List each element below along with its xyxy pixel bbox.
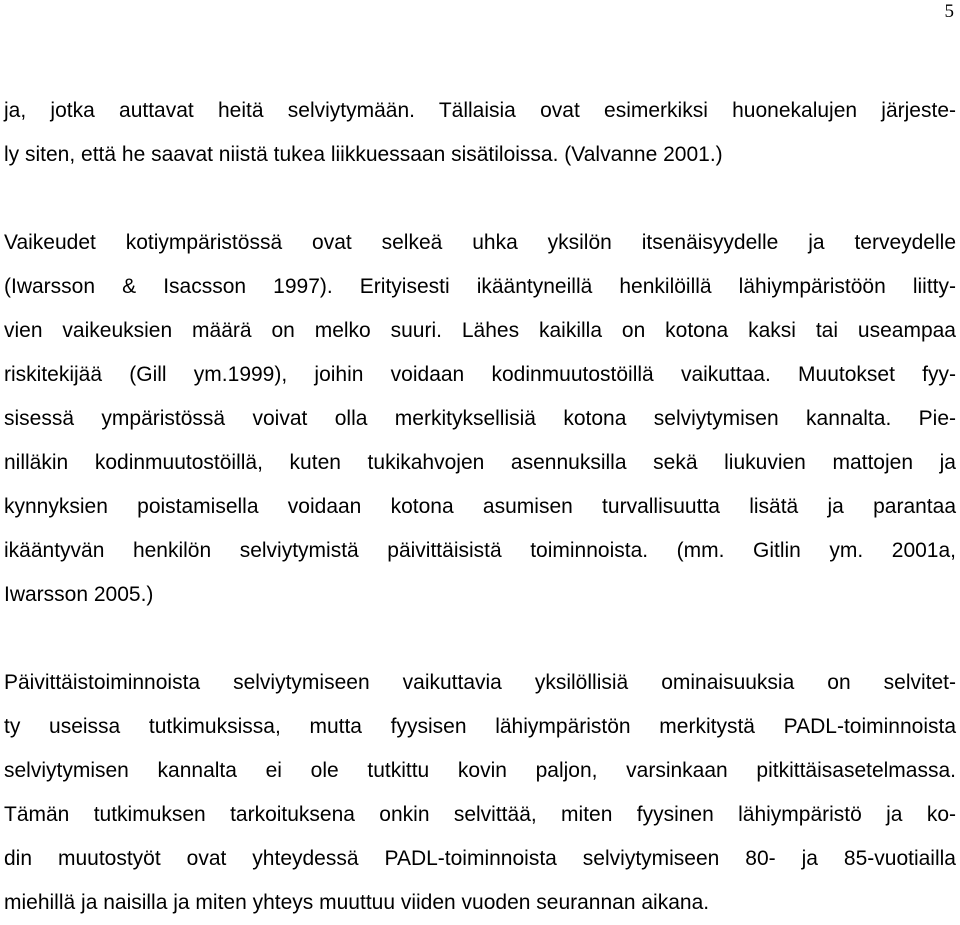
text-line: (Iwarsson & Isacsson 1997). Erityisesti ikääntyneillä henkilöillä lähiympäristöön liitty- (4, 275, 956, 298)
text-line: Päivittäistoiminnoista selviytymiseen vaikuttavia yksilöllisiä ominaisuuksia on selvitet- (4, 671, 956, 694)
text-line: riskitekijää (Gill ym.1999), joihin voidaan kodinmuutostöillä vaikuttaa. Muutokset fyy- (4, 363, 956, 386)
text-line: sisessä ympäristössä voivat olla merkityksellisiä kotona selviytymisen kannalta. Pie- (4, 407, 956, 430)
text-line: selviytymisen kannalta ei ole tutkittu kovin paljon, varsinkaan pitkittäisasetelmassa. (4, 759, 956, 782)
text-line: miehillä ja naisilla ja miten yhteys muuttuu viiden vuoden seurannan aikana. (4, 891, 710, 914)
text-line: Iwarsson 2005.) (4, 583, 154, 606)
text-line: ikääntyvän henkilön selviytymistä päivittäisistä toiminnoista. (mm. Gitlin ym. 2001a, (4, 539, 956, 562)
text-line: ja, jotka auttavat heitä selviytymään. Tällaisia ovat esimerkiksi huonekalujen järjeste- (4, 99, 956, 122)
text-line: ty useissa tutkimuksissa, mutta fyysisen lähiympäristön merkitystä PADL-toiminnoista (4, 715, 956, 738)
paragraph-1 (4, 89, 956, 177)
paragraph-gap (4, 617, 956, 661)
document-body (4, 89, 956, 925)
text-line: vien vaikeuksien määrä on melko suuri. Lähes kaikilla on kotona kaksi tai useampaa (4, 319, 956, 342)
paragraph-gap (4, 177, 956, 221)
text-line: kynnyksien poistamisella voidaan kotona asumisen turvallisuutta lisätä ja parantaa (4, 495, 956, 518)
text-line: nilläkin kodinmuutostöillä, kuten tukikahvojen asennuksilla sekä liukuvien mattojen ja (4, 451, 956, 474)
page-number: 5 (944, 1, 954, 22)
text-line: Tämän tutkimuksen tarkoituksena onkin selvittää, miten fyysinen lähiympäristö ja ko- (4, 803, 956, 826)
text-line: Vaikeudet kotiympäristössä ovat selkeä uhka yksilön itsenäisyydelle ja terveydelle (4, 231, 956, 254)
paragraph-2 (4, 221, 956, 617)
paragraph-3 (4, 661, 956, 925)
text-line: ly siten, että he saavat niistä tukea liikkuessaan sisätiloissa. (Valvanne 2001.) (4, 143, 723, 166)
text-line: din muutostyöt ovat yhteydessä PADL-toiminnoista selviytymiseen 80- ja 85-vuotiailla (4, 847, 956, 870)
